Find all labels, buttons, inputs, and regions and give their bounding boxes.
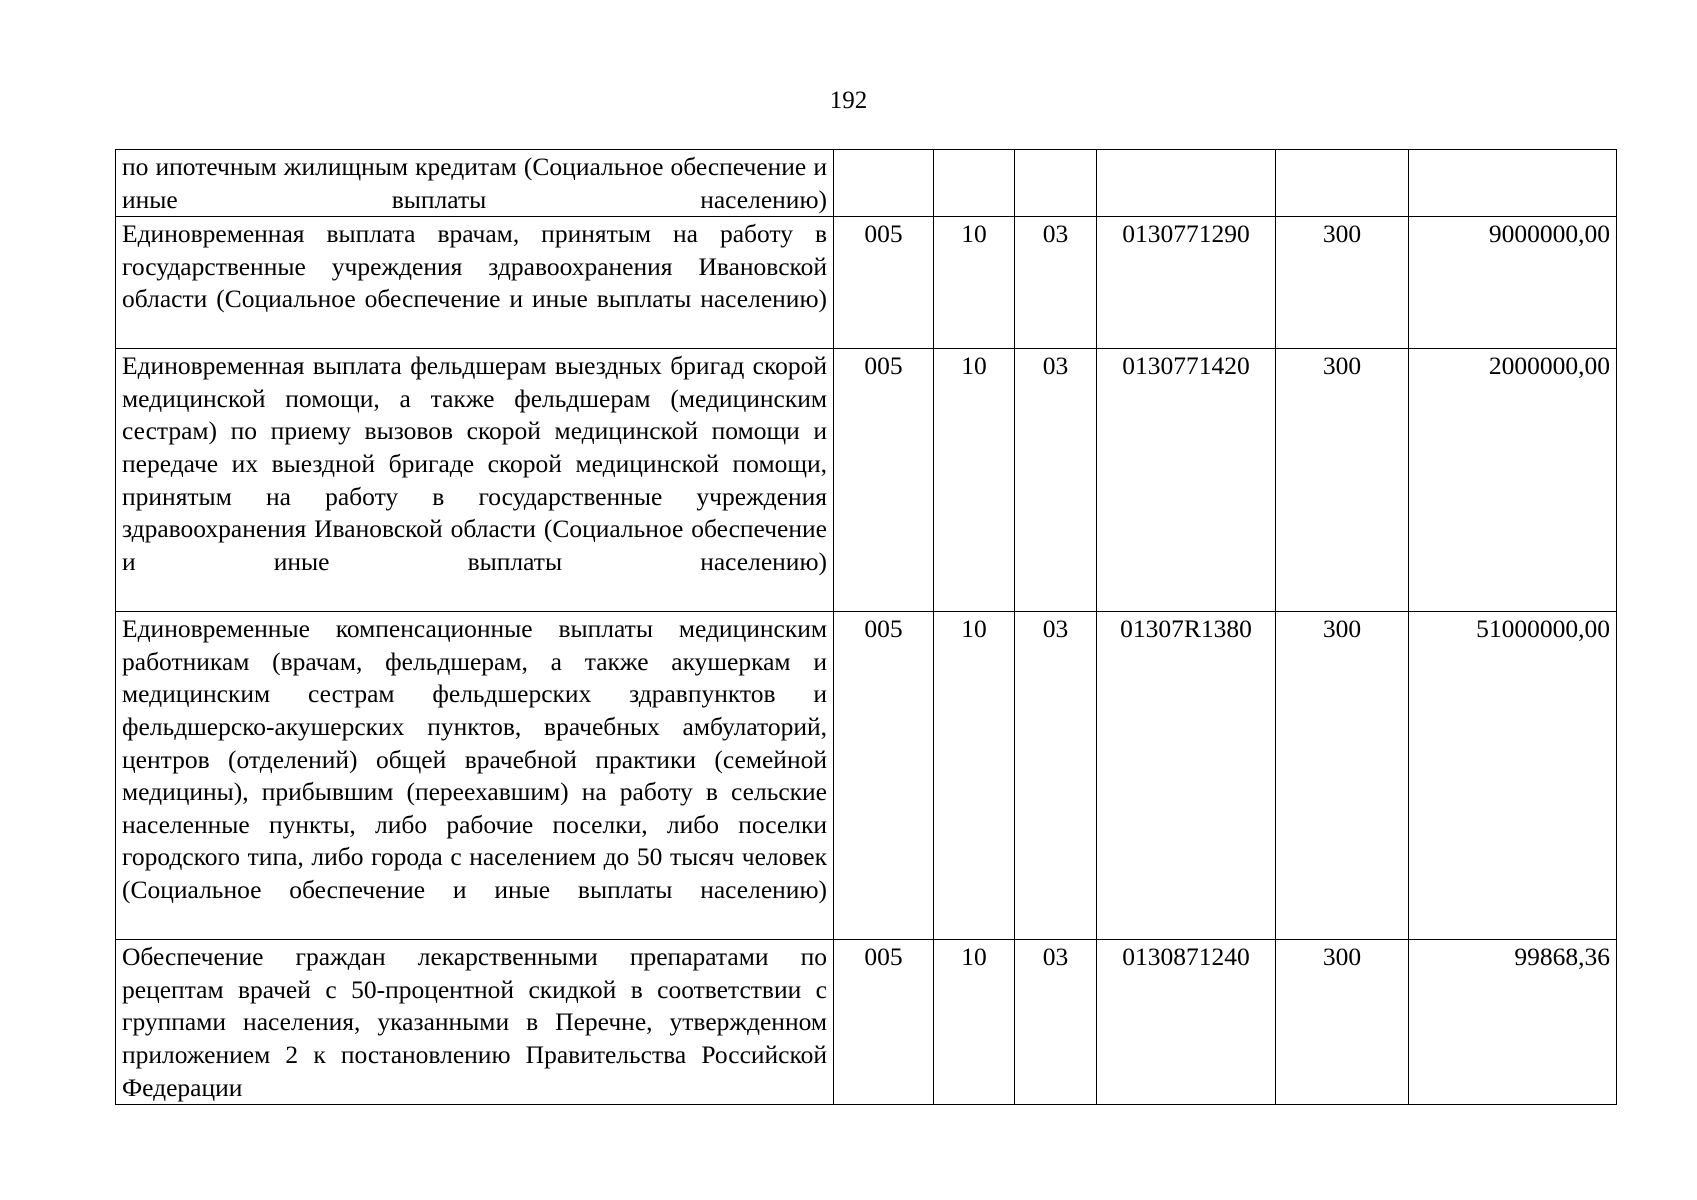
row-description: Единовременная выплата врачам, принятым на работу в государственные учреждения здравоохранения Ивановской области (Социальное обеспечение и иные выплаты населению): [116, 217, 834, 349]
section-code: 10: [934, 940, 1015, 1105]
subsection-code: 03: [1015, 940, 1097, 1105]
ministry-code: [834, 150, 934, 217]
target-article-code: 01307R1380: [1097, 612, 1276, 940]
table-row: [116, 612, 1617, 940]
amount-value: 99868,36: [1409, 940, 1617, 1105]
table-row: [116, 150, 1617, 217]
target-article-code: 0130771420: [1097, 349, 1276, 612]
section-code: 10: [934, 349, 1015, 612]
ministry-code: 005: [834, 612, 934, 940]
amount-value: 2000000,00: [1409, 349, 1617, 612]
target-article-code: [1097, 150, 1276, 217]
ministry-code: 005: [834, 217, 934, 349]
amount-value: 51000000,00: [1409, 612, 1617, 940]
section-code: 10: [934, 612, 1015, 940]
expense-type-code: 300: [1276, 612, 1409, 940]
table-row: [116, 217, 1617, 349]
table-row: [116, 940, 1617, 1105]
target-article-code: 0130871240: [1097, 940, 1276, 1105]
row-description: Единовременные компенсационные выплаты медицинским работникам (врачам, фельдшерам, а также акушеркам и медицинским сестрам фельдшерских здравпунктов и фельдшерско-акушерских пунктов, врачебных амбулаторий, центров (отделений) общей врачебной практики (семейной медицины), прибывшим (переехавшим) на работу в сельские населенные пункты, либо рабочие поселки, либо поселки городского типа, либо города с населением до 50 тысяч человек (Социальное обеспечение и иные выплаты населению): [116, 612, 834, 940]
expense-type-code: 300: [1276, 217, 1409, 349]
amount-value: 9000000,00: [1409, 217, 1617, 349]
row-description: Обеспечение граждан лекарственными препаратами по рецептам врачей с 50-процентной скидкой в соответствии с группами населения, указанными в Перечне, утвержденном приложением 2 к постановлению Правительства Российской Федерации: [116, 940, 834, 1105]
expense-type-code: 300: [1276, 349, 1409, 612]
subsection-code: 03: [1015, 349, 1097, 612]
amount-value: [1409, 150, 1617, 217]
row-description: по ипотечным жилищным кредитам (Социальное обеспечение и иные выплаты населению): [116, 150, 834, 217]
page-number: 192: [829, 87, 868, 114]
section-code: [934, 150, 1015, 217]
subsection-code: 03: [1015, 612, 1097, 940]
expense-type-code: [1276, 150, 1409, 217]
row-description: Единовременная выплата фельдшерам выездных бригад скорой медицинской помощи, а также фельдшерам (медицинским сестрам) по приему вызовов скорой медицинской помощи и передаче их выездной бригаде скорой медицинской помощи, принятым на работу в государственные учреждения здравоохранения Ивановской области (Социальное обеспечение и иные выплаты населению): [116, 349, 834, 612]
ministry-code: 005: [834, 940, 934, 1105]
table-row: [116, 349, 1617, 612]
ministry-code: 005: [834, 349, 934, 612]
subsection-code: [1015, 150, 1097, 217]
target-article-code: 0130771290: [1097, 217, 1276, 349]
budget-table: [115, 149, 1617, 1105]
expense-type-code: 300: [1276, 940, 1409, 1105]
section-code: 10: [934, 217, 1015, 349]
subsection-code: 03: [1015, 217, 1097, 349]
